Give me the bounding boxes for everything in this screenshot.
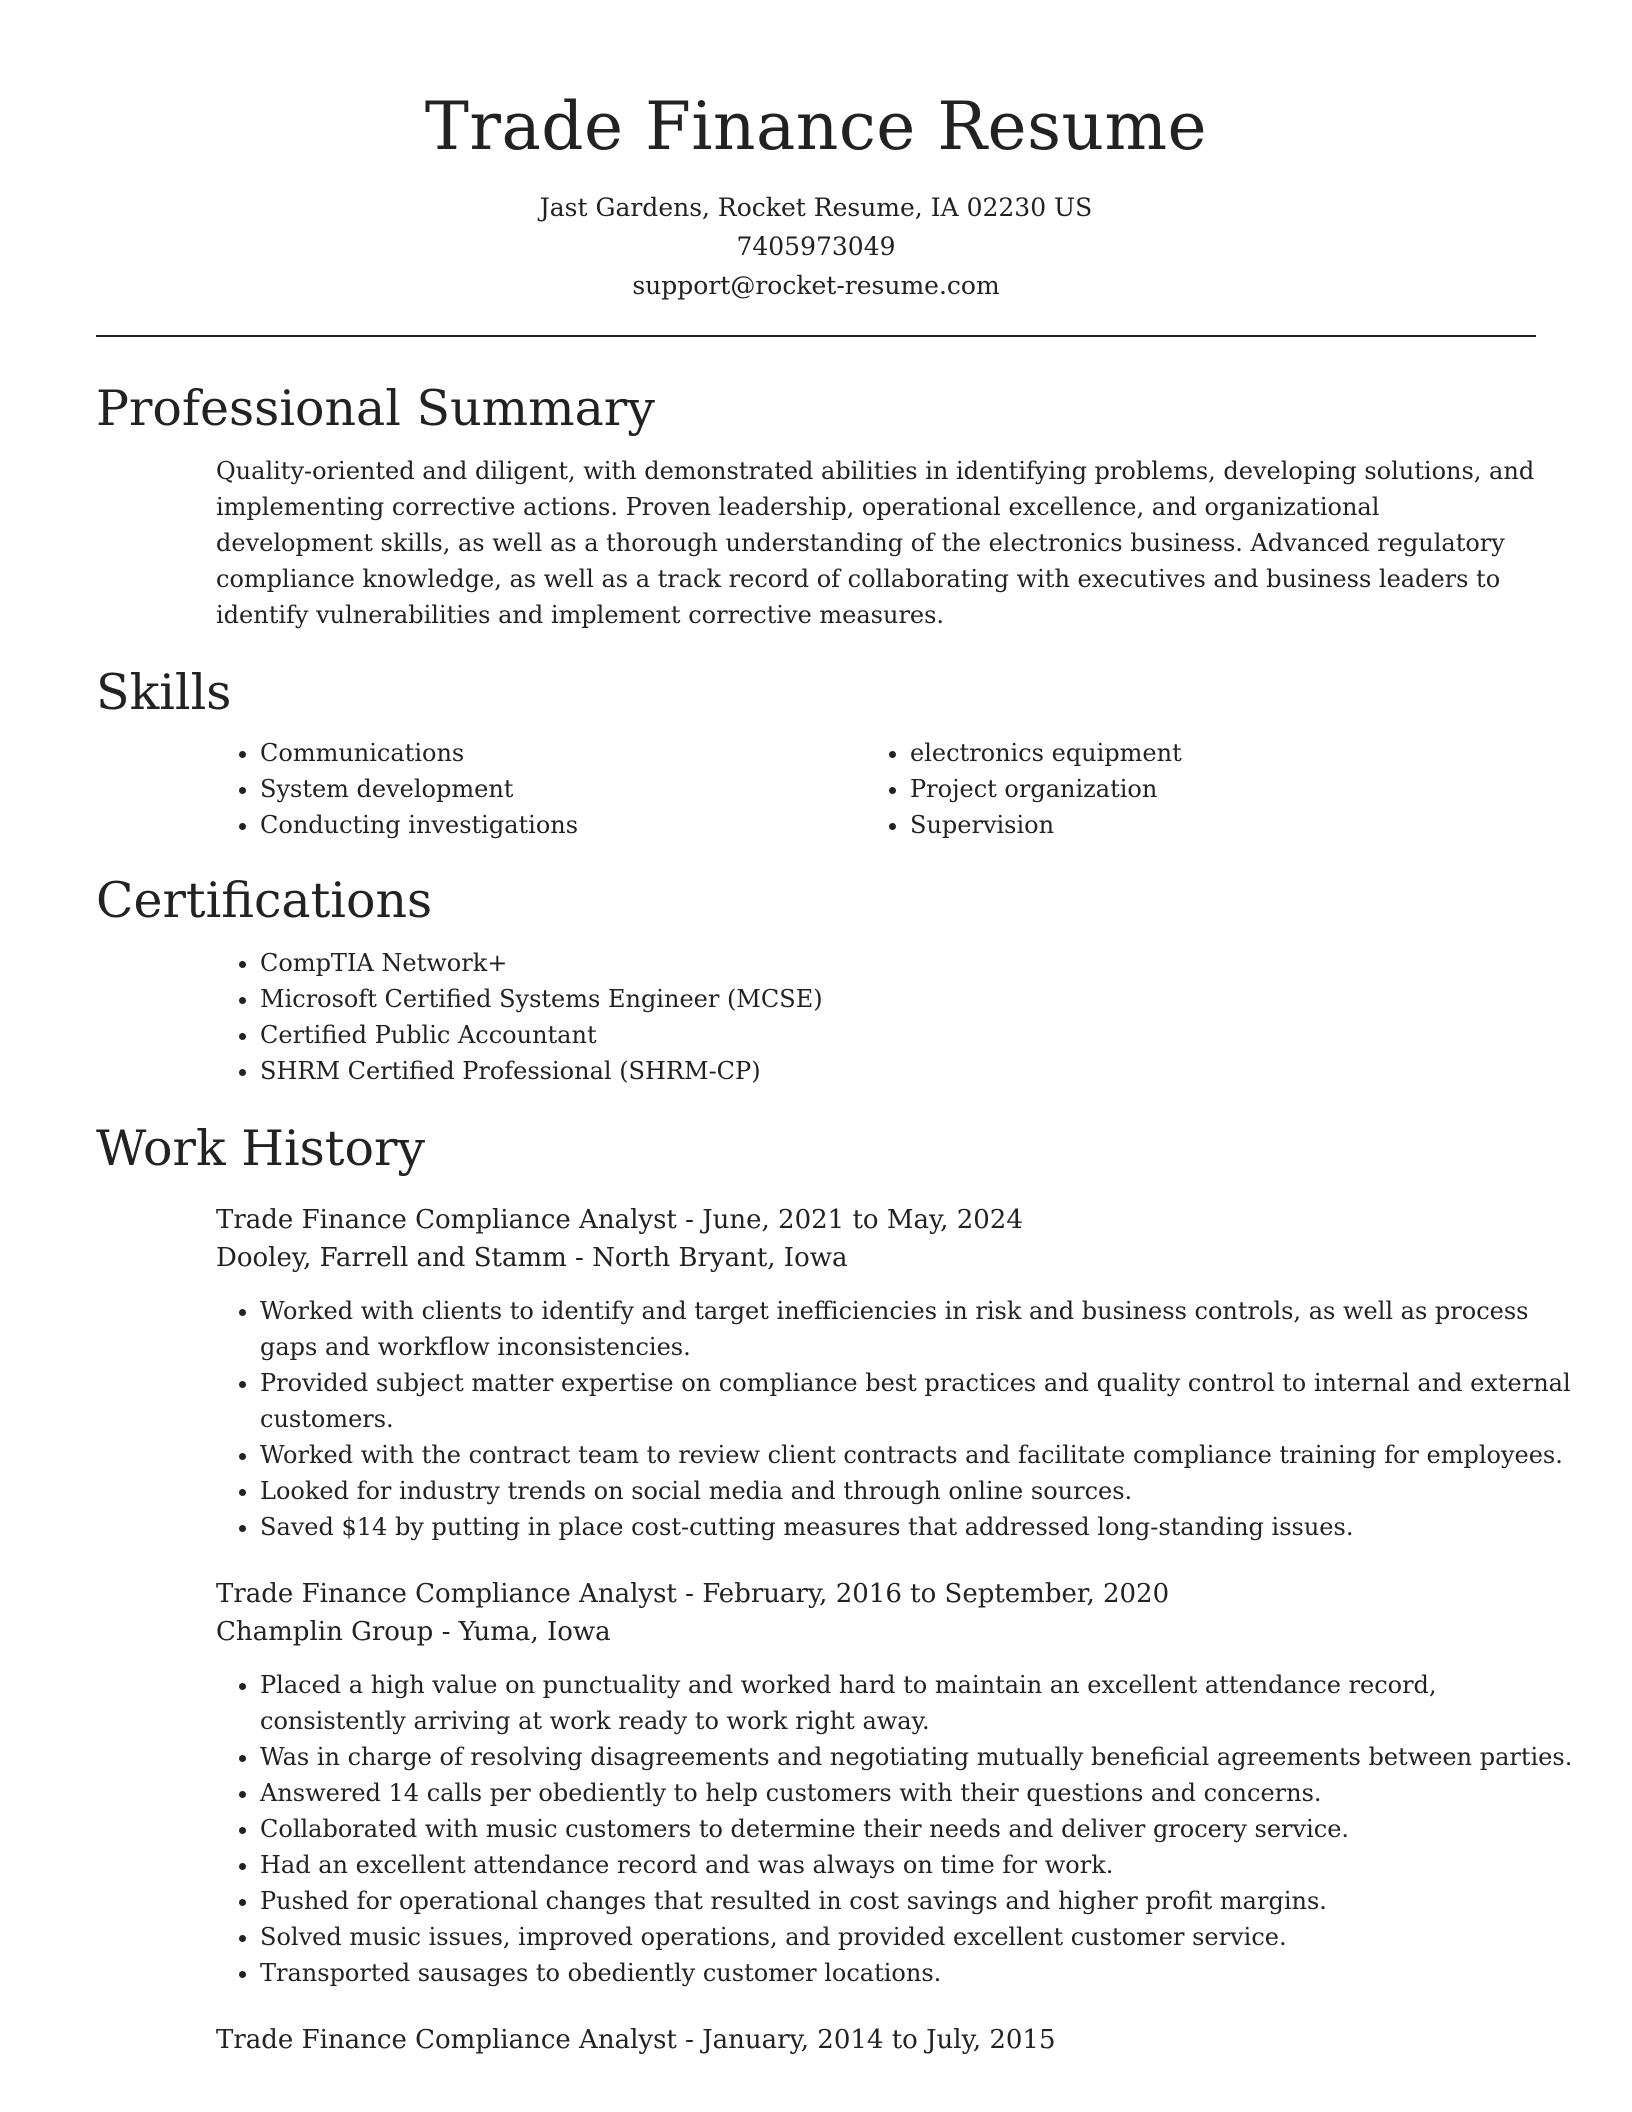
resume-page [96,0,1573,2059]
job-bullet-list [216,1667,1580,1991]
job-bullet: • Saved $14 by putting in place cost-cutting measures that addressed long-standing issues. [260,1509,1580,1545]
certification-item: • Microsoft Certified Systems Engineer (MCSE) [260,981,1536,1017]
skill-item: • Supervision [910,807,1516,843]
skills-section [96,661,1536,843]
job-entry [216,1575,1573,1991]
work-history-heading: Work History [96,1120,426,1177]
summary-text: Quality-oriented and diligent, with demonstrated abilities in identifying problems, developing solutions, and implementing corrective actions. Proven leadership, operational excellence, and organizational development skills, as well as a thorough understanding of the electronics business. Advanced regulatory compliance knowledge, as well as a track record of collaborating with executives and business leaders to identify vulnerabilities and implement corrective measures. [216,457,1535,629]
job-bullet: • Solved music issues, improved operations, and provided excellent customer service. [260,1919,1580,1955]
certification-item: • CompTIA Network+ [260,945,1536,981]
skills-grid [216,735,1536,843]
skill-item: • System development [260,771,866,807]
job-bullet: • Worked with clients to identify and target inefficiencies in risk and business controls, as well as process gaps and workflow inconsistencies. [260,1293,1580,1365]
job-bullet: • Was in charge of resolving disagreements and negotiating mutually beneficial agreements between parties. [260,1739,1580,1775]
job-bullet-list [216,1293,1580,1545]
resume-title: Trade Finance Resume [424,88,1208,165]
contact-block [96,188,1536,305]
job-title-line: Trade Finance Compliance Analyst - January, 2014 to July, 2015 [216,2025,1056,2055]
skill-item: • Project organization [910,771,1516,807]
skill-item: • electronics equipment [910,735,1516,771]
skills-list-right [866,735,1516,843]
contact-address: Jast Gardens, Rocket Resume, IA 02230 US [539,193,1093,222]
job-bullet: • Transported sausages to obediently customer locations. [260,1955,1580,1991]
certifications-list [216,945,1536,1089]
job-bullet: • Looked for industry trends on social media and through online sources. [260,1473,1580,1509]
skill-item: • Communications [260,735,866,771]
job-bullet: • Collaborated with music customers to determine their needs and deliver grocery service. [260,1811,1580,1847]
job-title-line: Trade Finance Compliance Analyst - June, 2021 to May, 2024 [216,1205,1023,1235]
job-bullet: • Provided subject matter expertise on compliance best practices and quality control to internal and external customers. [260,1365,1580,1437]
certifications-section [96,869,1536,1089]
summary-section [96,377,1536,633]
summary-heading: Professional Summary [96,380,655,437]
skill-item: • Conducting investigations [260,807,866,843]
skills-heading: Skills [96,664,232,721]
job-bullet: • Placed a high value on punctuality and worked hard to maintain an excellent attendance record, consistently arriving at work ready to work right away. [260,1667,1580,1739]
certification-item: • Certified Public Accountant [260,1017,1536,1053]
work-history-section [96,1117,1573,2059]
resume-header [96,0,1536,305]
certifications-block [216,945,1536,1089]
job-company-line: Champlin Group - Yuma, Iowa [216,1617,611,1647]
contact-email: support@rocket-resume.com [632,271,1000,300]
job-entry [216,2021,1536,2059]
certification-item: • SHRM Certified Professional (SHRM-CP) [260,1053,1536,1089]
job-bullet: • Worked with the contract team to review client contracts and facilitate compliance training for employees. [260,1437,1580,1473]
job-company-line: Dooley, Farrell and Stamm - North Bryant, Iowa [216,1243,848,1273]
job-bullet: • Pushed for operational changes that resulted in cost savings and higher profit margins. [260,1883,1580,1919]
skills-list-left [216,735,866,843]
job-bullet: • Answered 14 calls per obediently to help customers with their questions and concerns. [260,1775,1580,1811]
contact-phone: 7405973049 [736,232,896,261]
certifications-heading: Certifications [96,872,433,929]
job-entry [216,1201,1571,1545]
job-bullet: • Had an excellent attendance record and was always on time for work. [260,1847,1580,1883]
header-divider [96,335,1536,337]
job-title-line: Trade Finance Compliance Analyst - February, 2016 to September, 2020 [216,1579,1170,1609]
